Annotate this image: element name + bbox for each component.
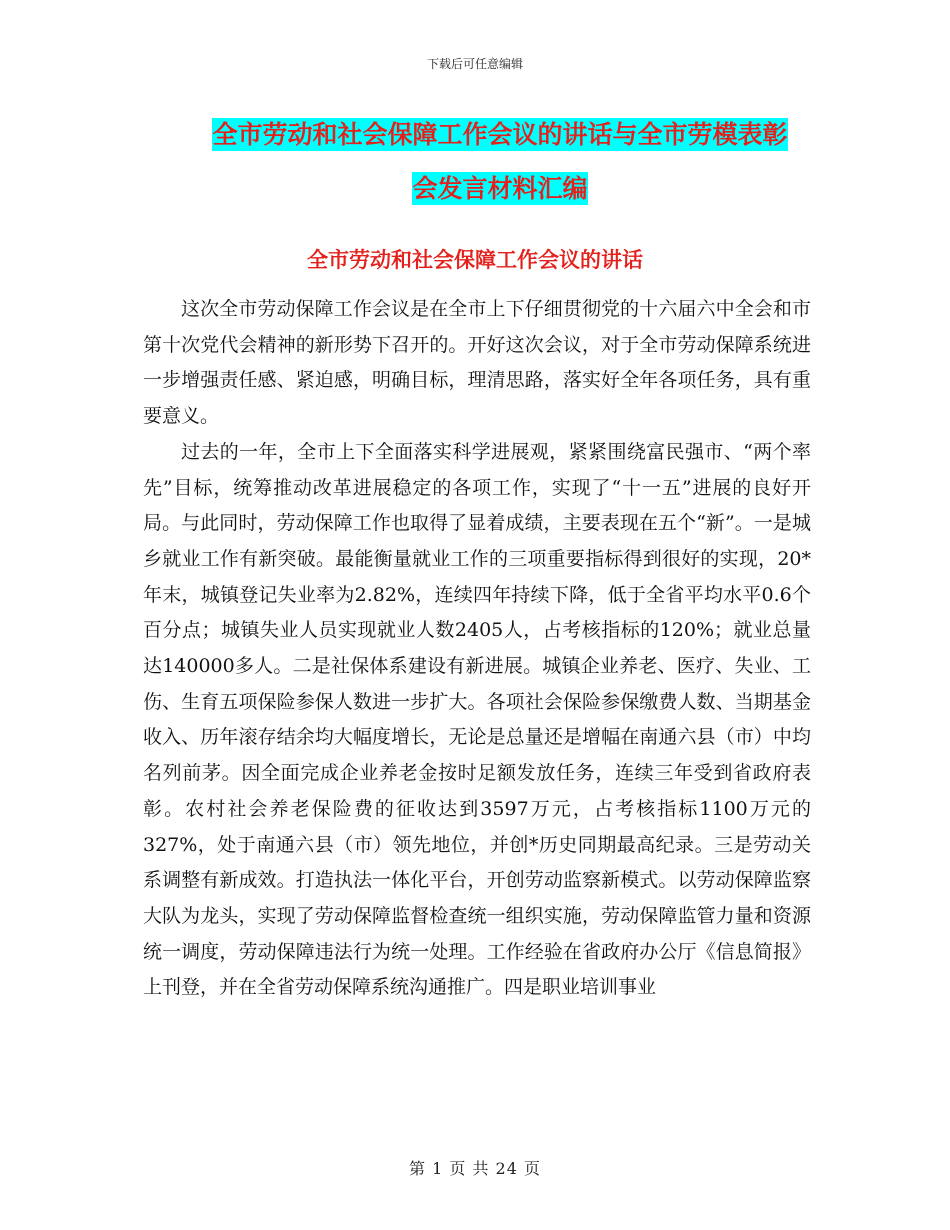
body-text — [143, 292, 811, 1006]
paragraph: 过去的一年，全市上下全面落实科学进展观，紧紧围绕富民强市、“两个率先”目标，统筹推动改革进展稳定的各项工作，实现了“十一五”进展的良好开局。与此同时，劳动保障工作也取得了显着成绩，主要表现在五个“新”。一是城乡就业工作有新突破。最能衡量就业工作的三项重要指标得到很好的实现，20*年末，城镇登记失业率为2.82%，连续四年持续下降，低于全省平均水平0.6个百分点；城镇失业人员实现就业人数2405人，占考核指标的120%；就业总量达140000多人。二是社保体系建设有新进展。城镇企业养老、医疗、失业、工伤、生育五项保险参保人数进一步扩大。各项社会保险参保缴费人数、当期基金收入、历年滚存结余均大幅度增长，无论是总量还是增幅在南通六县（市）中均名列前茅。因全面完成企业养老金按时足额发放任务，连续三年受到省政府表彰。农村社会养老保险费的征收达到3597万元，占考核指标1100万元的327%，处于南通六县（市）领先地位，并创*历史同期最高纪录。三是劳动关系调整有新成效。打造执法一体化平台，开创劳动监察新模式。以劳动保障监察大队为龙头，实现了劳动保障监督检查统一组织实施，劳动保障监管力量和资源统一调度，劳动保障违法行为统一处理。工作经验在省政府办公厅《信息简报》上刊登，并在全省劳动保障系统沟通推广。四是职业培训事业 — [143, 440, 811, 999]
page-header-note: 下载后可任意编辑 — [426, 57, 523, 71]
paragraph: 这次全市劳动保障工作会议是在全市上下仔细贯彻党的十六届六中全会和市第十次党代会精神的新形势下召开的。开好这次会议，对于全市劳动保障系统进一步增强责任感、紧迫感，明确目标，理清思路，落实好全年各项任务，具有重要意义。 — [143, 298, 811, 428]
section-title: 全市劳动和社会保障工作会议的讲话 — [307, 248, 643, 272]
document-title-line-1: 全市劳动和社会保障工作会议的讲话与全市劳模表彰 — [212, 120, 788, 149]
page-footer: 第 1 页 共 24 页 — [409, 1159, 541, 1178]
document-title — [150, 108, 850, 216]
document-title-line-2: 会发言材料汇编 — [412, 174, 588, 203]
